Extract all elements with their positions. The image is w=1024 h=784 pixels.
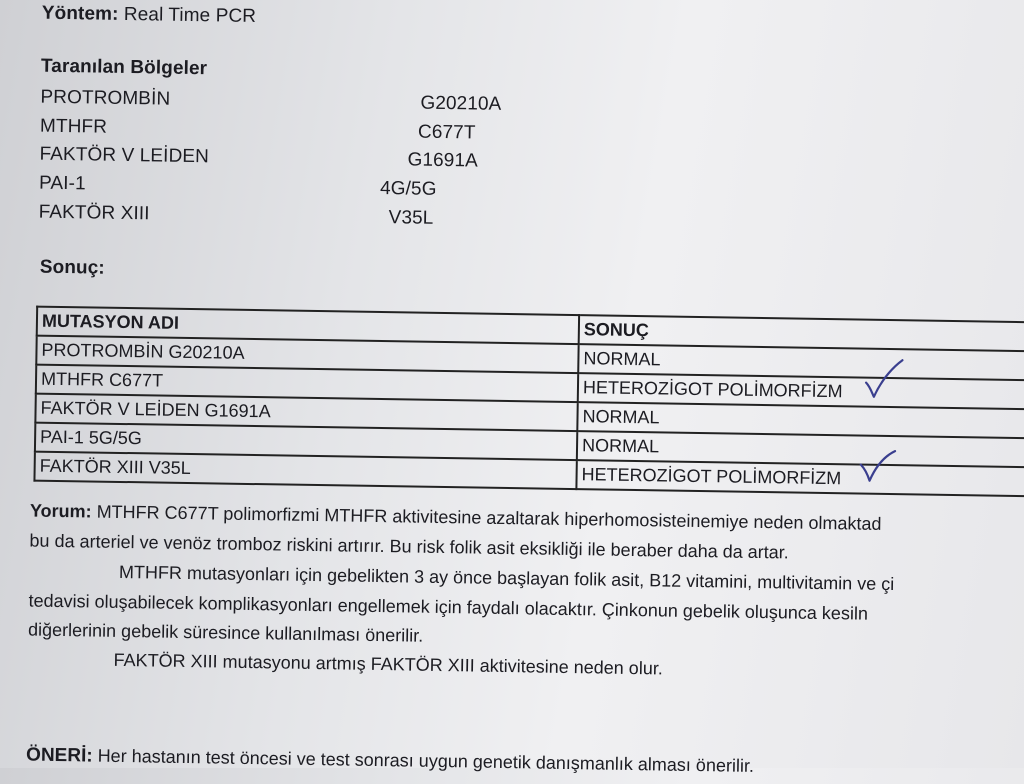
region-code: V35L bbox=[388, 207, 434, 229]
checkmark-icon bbox=[856, 447, 903, 488]
region-code: G20210A bbox=[420, 92, 502, 115]
comment-line: MTHFR mutasyonları için gebelikten 3 ay önce başlayan folik asit, B12 vitamini, multivitamin ve çi bbox=[118, 561, 895, 595]
comment-line: diğerlerinin gebelik süresince kullanılması önerilir. bbox=[27, 619, 424, 646]
comment-line: bu da arteriel ve venöz tromboz riskini artırır. Bu risk folik asit eksikliği ile beraber daha da artar. bbox=[29, 530, 789, 563]
result-cell: NORMAL bbox=[577, 431, 1024, 467]
region-code: G1691A bbox=[407, 149, 479, 172]
region-code: 4G/5G bbox=[379, 177, 437, 200]
region-name: PAI-1 bbox=[38, 172, 86, 195]
result-cell: HETEROZİGOT POLİMORFİZM bbox=[578, 373, 1024, 409]
scanned-regions-title: Taranılan Bölgeler bbox=[40, 55, 208, 80]
result-title: Sonuç: bbox=[39, 256, 105, 279]
region-name: PROTROMBİN bbox=[40, 86, 171, 110]
region-name: FAKTÖR V LEİDEN bbox=[39, 143, 210, 168]
suggestion-line bbox=[26, 745, 754, 778]
method-value: Real Time PCR bbox=[123, 3, 257, 28]
column-header-mutation: MUTASYON ADI bbox=[37, 307, 579, 345]
suggestion-text: Her hastanın test öncesi ve test sonrası uygun genetik danışmanlık alması önerilir. bbox=[97, 745, 755, 776]
result-cell: NORMAL bbox=[577, 402, 1024, 438]
comment-line bbox=[30, 501, 882, 535]
region-name: MTHFR bbox=[39, 115, 108, 138]
region-name: FAKTÖR XIII bbox=[38, 201, 150, 225]
column-header-result: SONUÇ bbox=[579, 315, 1024, 351]
comment-line: tedavisi oluşabilecek komplikasyonları engellemek için faydalı olacaktır. Çinkonun gebelik oluşunca kesiln bbox=[28, 590, 869, 624]
method-label: Yöntem: bbox=[41, 2, 119, 25]
mutation-cell: FAKTÖR XIII V35L bbox=[34, 452, 576, 490]
mutation-cell: PROTROMBİN G20210A bbox=[36, 336, 578, 374]
mutation-cell: PAI-1 5G/5G bbox=[35, 423, 577, 461]
checkmark-icon bbox=[862, 357, 909, 402]
region-code: C677T bbox=[417, 121, 476, 144]
mutation-cell: FAKTÖR V LEİDEN G1691A bbox=[35, 394, 577, 432]
mutation-cell: MTHFR C677T bbox=[36, 365, 578, 403]
comment-line: FAKTÖR XIII mutasyonu artmış FAKTÖR XIII aktivitesine neden olur. bbox=[113, 649, 663, 679]
method-line bbox=[42, 3, 257, 28]
comment-label: Yorum: bbox=[29, 500, 92, 522]
result-cell: NORMAL bbox=[578, 344, 1024, 380]
suggestion-label: ÖNERİ: bbox=[25, 744, 93, 767]
result-cell: HETEROZİGOT POLİMORFİZM bbox=[576, 460, 1024, 496]
comment-text: MTHFR C677T polimorfizmi MTHFR aktivitesine azaltarak hiperhomosisteinemiye neden olmaktad bbox=[96, 501, 882, 534]
